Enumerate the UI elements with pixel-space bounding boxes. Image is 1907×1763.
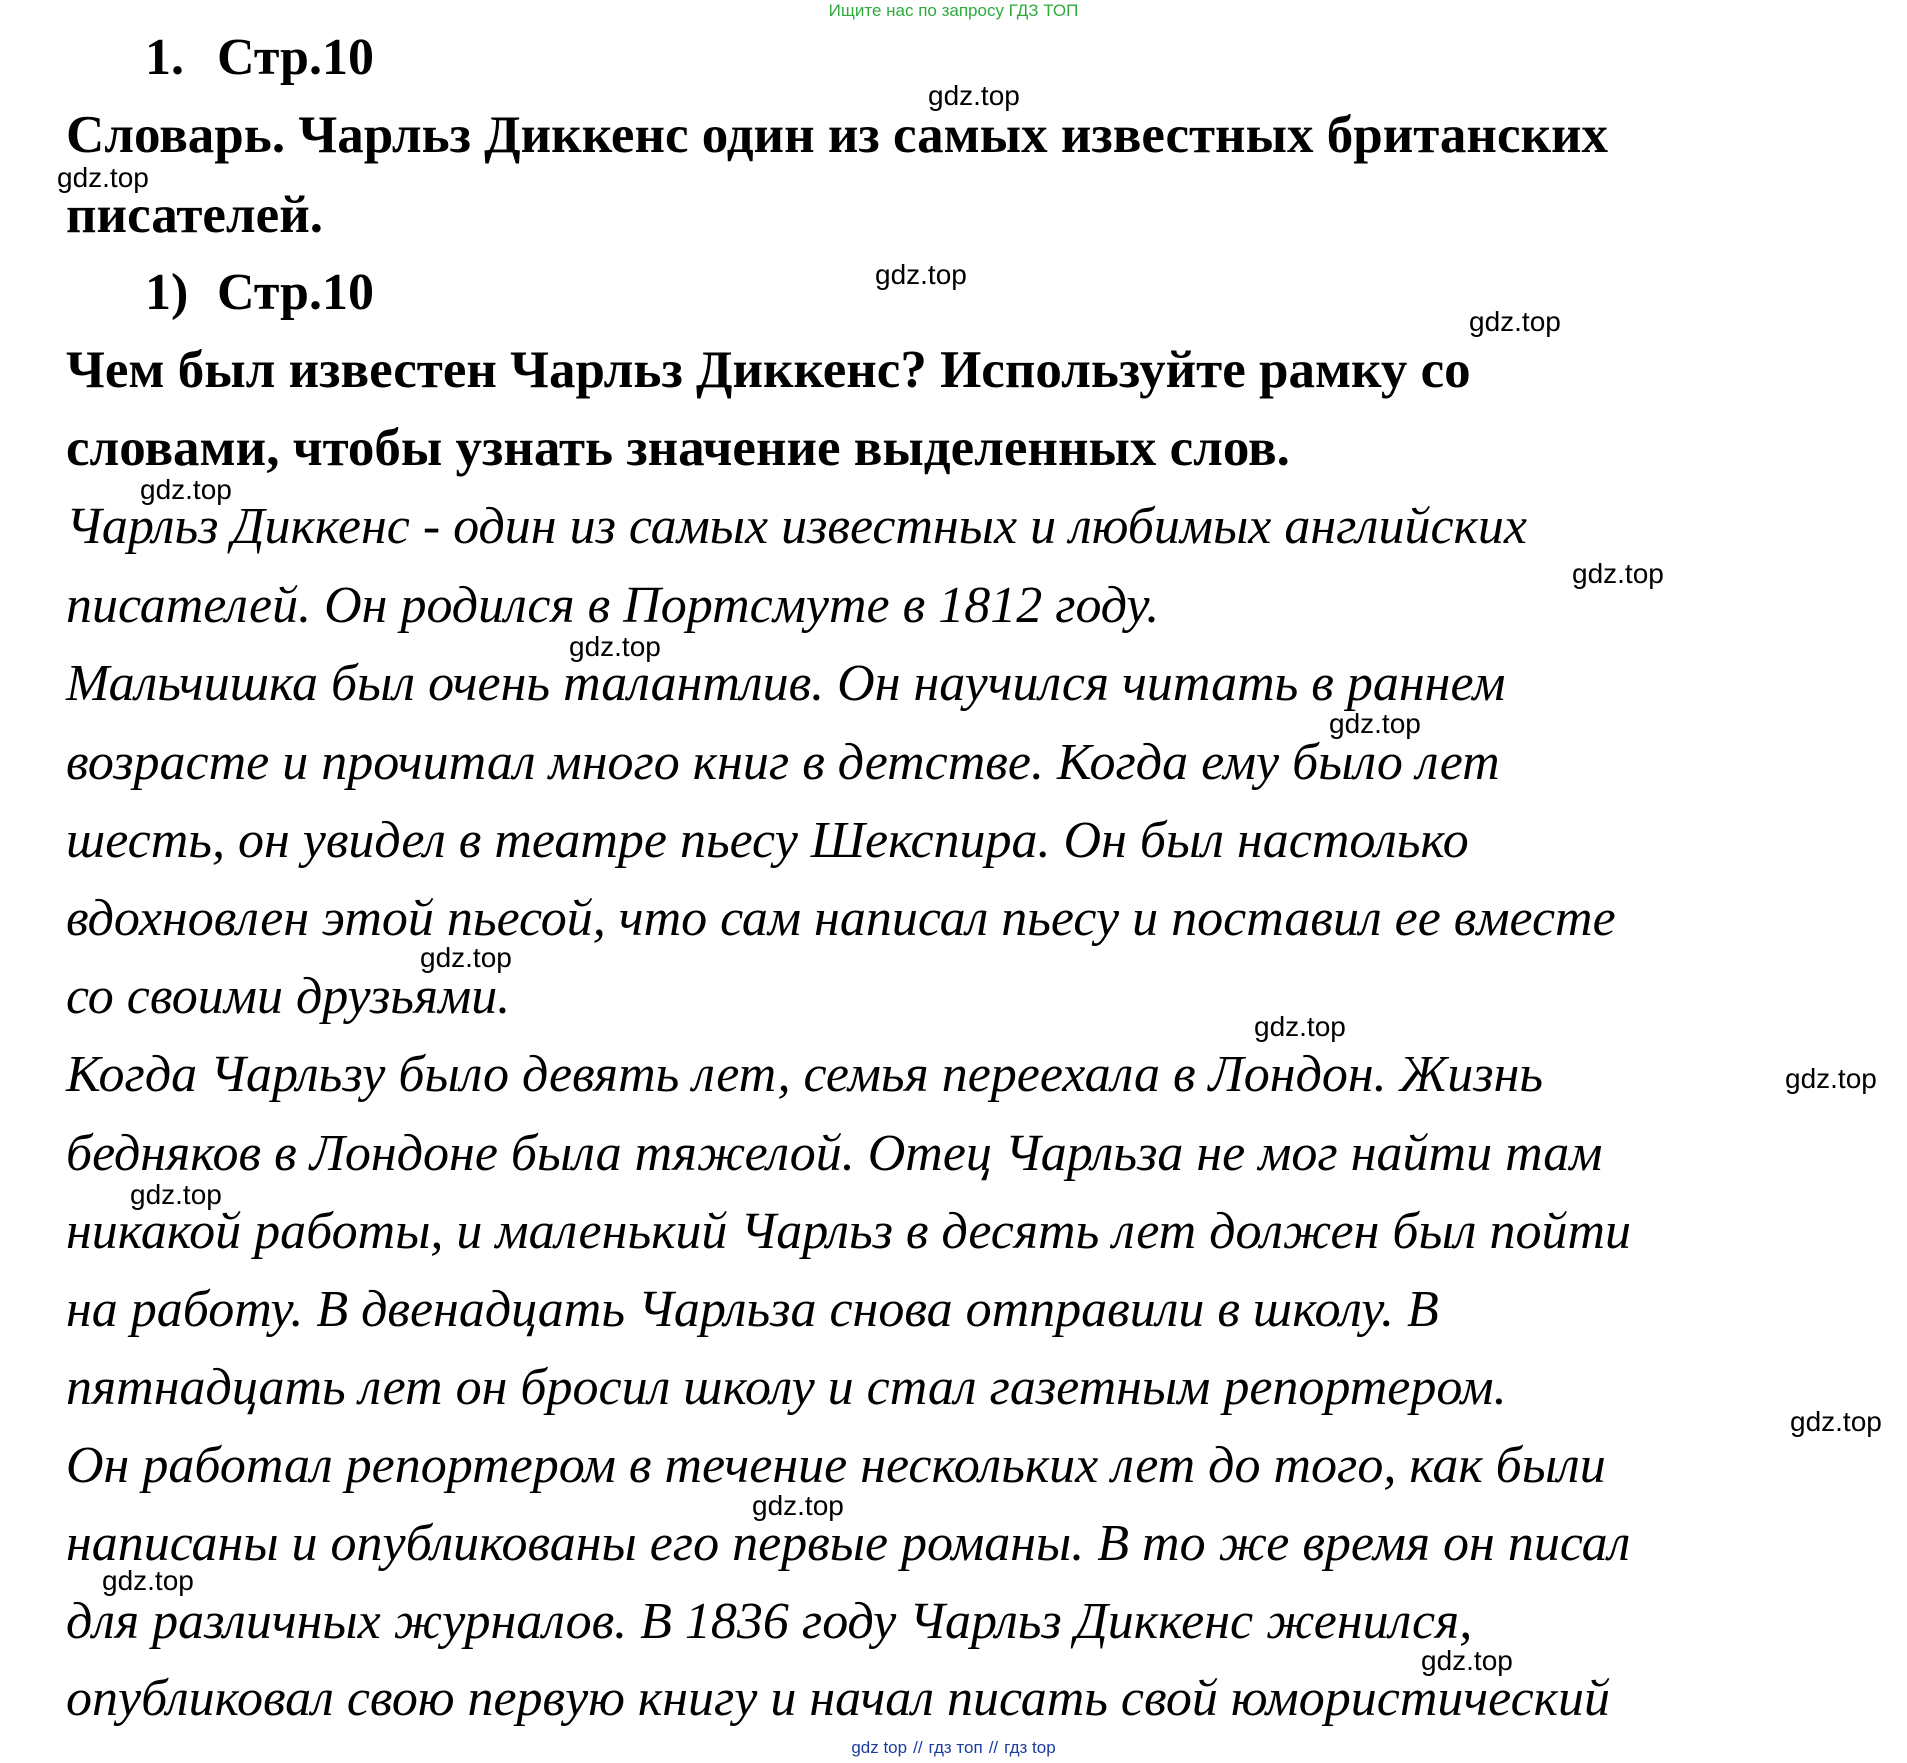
footer-item: гдз top bbox=[1004, 1738, 1056, 1757]
footer-item: гдз топ bbox=[928, 1738, 983, 1757]
watermark: gdz.top bbox=[1785, 1063, 1877, 1094]
text-line: Мальчишка был очень талантлив. Он научился читать в раннем bbox=[66, 655, 1506, 712]
watermark: gdz.top bbox=[1790, 1406, 1882, 1437]
watermark: gdz.top bbox=[752, 1490, 844, 1521]
watermark: gdz.top bbox=[1572, 558, 1664, 589]
watermark: gdz.top bbox=[928, 80, 1020, 111]
section-page: Стр.10 bbox=[217, 29, 374, 86]
watermark: gdz.top bbox=[102, 1565, 194, 1596]
text-line: пятнадцать лет он бросил школу и стал газетным репортером. bbox=[66, 1359, 1507, 1416]
subsection-number: 1) bbox=[145, 264, 189, 321]
watermark: gdz.top bbox=[1329, 708, 1421, 739]
section-number: 1. bbox=[145, 29, 184, 86]
footer-watermark bbox=[0, 1737, 1907, 1759]
footer-separator: // bbox=[988, 1738, 999, 1757]
text-line: со своими друзьями. bbox=[66, 968, 511, 1025]
watermark: gdz.top bbox=[420, 942, 512, 973]
text-line: написаны и опубликованы его первые романы. В то же время он писал bbox=[66, 1515, 1631, 1572]
task-title-line-2: писателей. bbox=[66, 186, 323, 244]
text-line: Чарльз Диккенс - один из самых известных и любимых английских bbox=[66, 498, 1527, 555]
text-line: никакой работы, и маленький Чарльз в десять лет должен был пойти bbox=[66, 1203, 1632, 1260]
text-line: опубликовал свою первую книгу и начал писать свой юмористический bbox=[66, 1670, 1610, 1727]
text-line: для различных журналов. В 1836 году Чарльз Диккенс женился, bbox=[66, 1593, 1473, 1650]
footer-separator: // bbox=[913, 1738, 923, 1757]
section-heading bbox=[145, 28, 374, 88]
watermark: gdz.top bbox=[1469, 306, 1561, 337]
text-line: Он работал репортером в течение нескольких лет до того, как были bbox=[66, 1437, 1606, 1494]
watermark: gdz.top bbox=[569, 631, 661, 662]
text-line: шесть, он увидел в театре пьесу Шекспира. Он был настолько bbox=[66, 812, 1469, 869]
text-line: возрасте и прочитал много книг в детстве. Когда ему было лет bbox=[66, 734, 1500, 791]
text-line: бедняков в Лондоне была тяжелой. Отец Чарльза не мог найти там bbox=[66, 1125, 1603, 1182]
watermark: gdz.top bbox=[57, 162, 149, 193]
watermark: gdz.top bbox=[1254, 1011, 1346, 1042]
text-line: вдохновлен этой пьесой, что сам написал пьесу и поставил ее вместе bbox=[66, 890, 1616, 947]
subsection-heading bbox=[145, 263, 374, 323]
watermark: gdz.top bbox=[130, 1179, 222, 1210]
task-title-line-1: Словарь. Чарльз Диккенс один из самых известных британских bbox=[66, 106, 1609, 164]
text-line: Когда Чарльзу было девять лет, семья переехала в Лондон. Жизнь bbox=[66, 1046, 1544, 1103]
footer-item: gdz top bbox=[851, 1738, 908, 1757]
text-line: на работу. В двенадцать Чарльза снова отправили в школу. В bbox=[66, 1281, 1439, 1338]
text-line: писателей. Он родился в Портсмуте в 1812 году. bbox=[66, 577, 1160, 634]
subsection-page: Стр.10 bbox=[217, 264, 374, 321]
question-line-2: словами, чтобы узнать значение выделенных слов. bbox=[66, 419, 1290, 477]
question-line-1: Чем был известен Чарльз Диккенс? Используйте рамку со bbox=[66, 341, 1471, 399]
watermark: gdz.top bbox=[875, 259, 967, 290]
watermark: gdz.top bbox=[140, 474, 232, 505]
watermark: gdz.top bbox=[1421, 1645, 1513, 1676]
top-banner: Ищите нас по запросу ГДЗ ТОП bbox=[828, 1, 1079, 20]
